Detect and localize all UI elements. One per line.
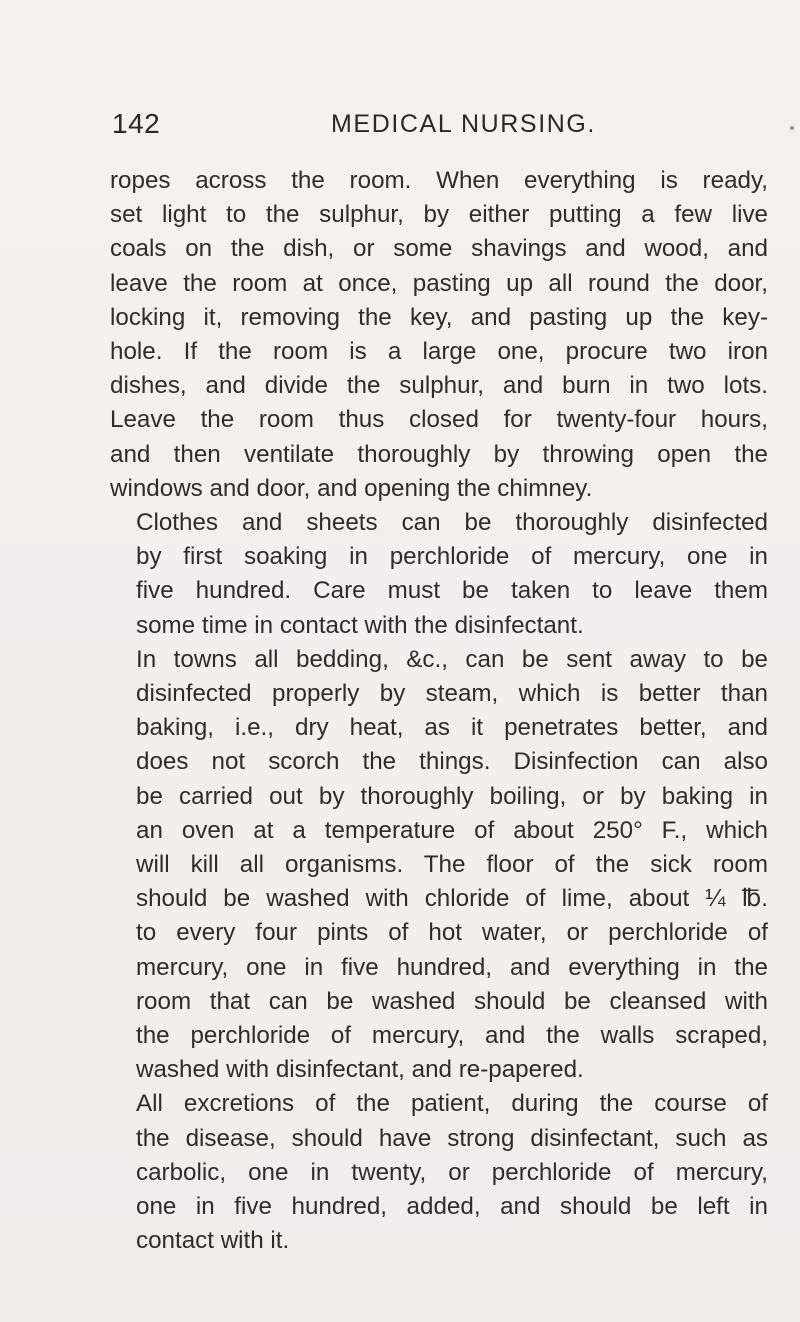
text-line: Clothes and sheets can be thoroughly disinfected <box>136 509 768 537</box>
text-line: mercury, one in five hundred, and everything in the <box>136 953 768 981</box>
text-line: baking, i.e., dry heat, as it penetrates better, and <box>136 714 768 742</box>
paragraph-1 <box>110 164 768 506</box>
text-line: does not scorch the things. Disinfection can also <box>136 748 768 776</box>
text-line: to every four pints of hot water, or perchloride of <box>136 919 768 947</box>
text-line: dishes, and divide the sulphur, and burn in two lots. <box>110 372 768 400</box>
paragraph-4 <box>110 1087 768 1258</box>
text-line: five hundred. Care must be taken to leave them <box>136 577 768 605</box>
text-line: washed with disinfectant, and re-papered. <box>136 1056 584 1084</box>
text-line: windows and door, and opening the chimney. <box>110 474 593 502</box>
text-line: hole. If the room is a large one, procure two iron <box>110 338 768 366</box>
text-line: the disease, should have strong disinfectant, such as <box>136 1124 768 1152</box>
running-title: MEDICAL NURSING. <box>331 110 596 138</box>
text-line: be carried out by thoroughly boiling, or by baking in <box>136 782 768 810</box>
text-line: set light to the sulphur, by either putting a few live <box>110 201 768 229</box>
text-line: will kill all organisms. The floor of the sick room <box>136 851 768 879</box>
text-line: one in five hundred, added, and should be left in <box>136 1193 768 1221</box>
text-line: leave the room at once, pasting up all round the door, <box>110 269 768 297</box>
text-line: Leave the room thus closed for twenty-four hours, <box>110 406 768 434</box>
text-line: locking it, removing the key, and pasting up the key- <box>110 303 768 331</box>
page-edge-speck <box>790 126 794 130</box>
text-line: disinfected properly by steam, which is better than <box>136 680 768 708</box>
paragraph-3 <box>110 643 768 1088</box>
text-line: coals on the dish, or some shavings and wood, and <box>110 235 768 263</box>
text-line: and then ventilate thoroughly by throwing open the <box>110 440 768 468</box>
running-head <box>112 108 762 144</box>
text-line: the perchloride of mercury, and the walls scraped, <box>136 1022 768 1050</box>
text-line: All excretions of the patient, during the course of <box>136 1090 768 1118</box>
text-line: contact with it. <box>136 1227 290 1255</box>
body-text <box>110 164 768 1259</box>
text-line: an oven at a temperature of about 250° F., which <box>136 816 768 844</box>
text-line: some time in contact with the disinfectant. <box>136 611 584 639</box>
text-line: In towns all bedding, &c., can be sent away to be <box>136 645 768 673</box>
text-line: carbolic, one in twenty, or perchloride of mercury, <box>136 1158 768 1186</box>
text-line: by first soaking in perchloride of mercury, one in <box>136 543 768 571</box>
paragraph-2 <box>110 506 768 643</box>
page-number: 142 <box>112 108 161 139</box>
text-line: should be washed with chloride of lime, about ¼ ℔. <box>136 885 768 913</box>
text-line: ropes across the room. When everything is ready, <box>110 167 768 194</box>
text-line: room that can be washed should be cleansed with <box>136 987 768 1015</box>
